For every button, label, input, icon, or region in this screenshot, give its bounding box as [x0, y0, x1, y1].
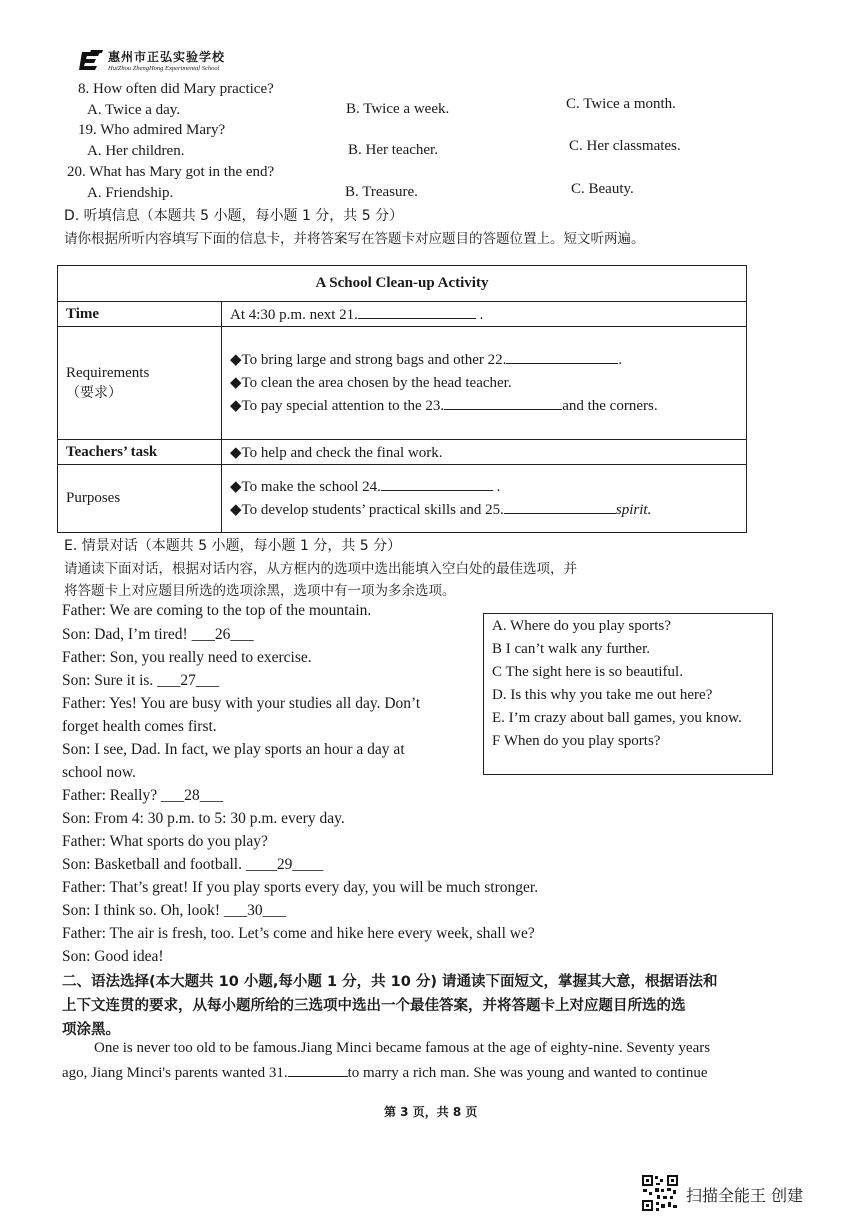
school-emblem-icon — [78, 50, 104, 72]
question-option: C. Her classmates. — [569, 138, 681, 154]
option-b: B I can’t walk any further. — [492, 641, 651, 657]
qr-code-icon — [641, 1174, 679, 1212]
dialogue-line: Father: What sports do you play? — [62, 833, 268, 850]
options-box — [483, 613, 773, 775]
dialogue-line: forget health comes first. — [62, 718, 217, 735]
question-option: C. Twice a month. — [566, 96, 676, 112]
blank-24[interactable] — [381, 477, 493, 491]
question-stem: 19. Who admired Mary? — [78, 122, 226, 138]
dialogue-line: Father: Yes! You are busy with your studies all day. Don’t — [62, 695, 421, 712]
dialogue-line: Father: The air is fresh, too. Let’s come and hike here every week, shall we? — [62, 925, 535, 942]
time-label: Time — [58, 302, 222, 327]
purpose-2-tail: spirit. — [615, 501, 652, 518]
page-number: 第 3 页，共 8 页 — [384, 1105, 478, 1119]
section-2-line-2: 上下文连贯的要求，从每小题所给的三选项中选出一个最佳答案，并将答题卡上对应题目所选的选 — [62, 998, 686, 1014]
question-option: B. Her teacher. — [348, 142, 438, 158]
section-d-heading: D. 听填信息（本题共 5 小题，每小题 1 分，共 5 分） — [64, 208, 404, 224]
question-option: A. Friendship. — [87, 185, 174, 201]
dialogue-line: Father: Really? ___28___ — [62, 787, 223, 804]
dialogue-line: school now. — [62, 764, 136, 781]
time-cell: At 4:30 p.m. next 21. . — [222, 302, 747, 327]
dialogue-line: Son: Basketball and football. ____29____ — [62, 856, 324, 873]
school-logo — [78, 46, 278, 78]
option-e: E. I’m crazy about ball games, you know. — [492, 710, 742, 726]
passage-line-2-start: ago, Jiang Minci's parents wanted 31. — [62, 1065, 288, 1081]
dialogue-line: Son: From 4: 30 p.m. to 5: 30 p.m. every day. — [62, 810, 345, 827]
section-2-line-1: 二、语法选择(本大题共 10 小题,每小题 1 分，共 10 分) 请通读下面短文，掌握其大意，根据语法和 — [62, 974, 718, 990]
question-option: B. Treasure. — [345, 184, 418, 200]
time-value: At 4:30 p.m. next 21. — [230, 306, 358, 323]
blank-31[interactable] — [288, 1063, 348, 1077]
passage-line-1: One is never too old to be famous.Jiang Minci became famous at the age of eighty-nine. Seventy years — [94, 1040, 711, 1056]
teachers-task-value: ◆To help and check the final work. — [222, 440, 747, 465]
dialogue-line: Son: Dad, I’m tired! ___26___ — [62, 626, 254, 643]
section-e-heading: E. 情景对话（本题共 5 小题，每小题 1 分，共 5 分） — [64, 538, 402, 554]
dialogue-line: Son: I see, Dad. In fact, we play sports an hour a day at — [62, 741, 405, 758]
requirements-label: Requirements — [66, 364, 150, 381]
passage-line-2 — [62, 1063, 707, 1082]
purposes-label: Purposes — [58, 465, 222, 533]
teachers-task-label: Teachers’ task — [58, 440, 222, 465]
blank-25[interactable] — [504, 500, 616, 514]
requirement-1: ◆To bring large and strong bags and other 22. — [230, 351, 507, 368]
dialogue-line: Son: Sure it is. ___27___ — [62, 672, 220, 689]
question-option: C. Beauty. — [571, 181, 634, 197]
dialogue-line: Father: Son, you really need to exercise. — [62, 649, 312, 666]
purpose-2: ◆To develop students’ practical skills and 25. — [230, 501, 504, 518]
purpose-1: ◆To make the school 24. — [230, 478, 381, 495]
section-e-instruction-1: 请通读下面对话，根据对话内容，从方框内的选项中选出能填入空白处的最佳选项，并 — [64, 561, 577, 577]
question-option: B. Twice a week. — [346, 101, 450, 117]
info-card-table — [57, 265, 747, 533]
dialogue-line: Son: Good idea! — [62, 948, 164, 965]
requirements-label-cell — [58, 327, 222, 440]
school-name-en: HuiZhou ZhengHong Experimental School — [108, 65, 220, 72]
section-d-instruction: 请你根据所听内容填写下面的信息卡，并将答案写在答题卡对应题目的答题位置上。短文听两遍。 — [64, 231, 645, 247]
dialogue-line: Son: I think so. Oh, look! ___30___ — [62, 902, 286, 919]
option-f: F When do you play sports? — [492, 733, 661, 749]
option-a: A. Where do you play sports? — [492, 618, 671, 634]
question-option: A. Twice a day. — [87, 102, 181, 118]
blank-23[interactable] — [444, 396, 562, 410]
blank-21[interactable] — [358, 305, 476, 319]
scanner-watermark: 扫描全能王 创建 — [686, 1186, 804, 1205]
blank-22[interactable] — [506, 350, 618, 364]
requirements-cell: ◆To bring large and strong bags and other 22. . ◆To clean the area chosen by the head teacher. ◆To pay special attention to the 23. and the corners. — [222, 327, 747, 440]
requirement-3-tail: and the corners. — [562, 397, 658, 414]
dialogue-line: Father: That’s great! If you play sports every day, you will be much stronger. — [62, 879, 539, 896]
option-c: C The sight here is so beautiful. — [492, 664, 683, 680]
dialogue-line: Father: We are coming to the top of the mountain. — [62, 602, 372, 619]
requirement-2: ◆To clean the area chosen by the head teacher. — [230, 374, 512, 391]
question-stem: 8. How often did Mary practice? — [78, 81, 274, 97]
requirement-3: ◆To pay special attention to the 23. — [230, 397, 445, 414]
purposes-cell: ◆To make the school 24. . ◆To develop students’ practical skills and 25. spirit. — [222, 465, 747, 533]
question-stem: 20. What has Mary got in the end? — [67, 164, 275, 180]
requirements-label-cn: （要求） — [66, 384, 122, 401]
table-title: A School Clean-up Activity — [58, 266, 747, 302]
question-option: A. Her children. — [87, 143, 185, 159]
option-d: D. Is this why you take me out here? — [492, 687, 713, 703]
section-2-line-3: 项涂黑。 — [62, 1022, 120, 1038]
section-e-instruction-2: 将答题卡上对应题目所选的选项涂黑，选项中有一项为多余选项。 — [64, 583, 456, 599]
passage-line-2-end: to marry a rich man. She was young and wanted to continue — [347, 1065, 708, 1081]
school-name-cn: 惠州市正弘实验学校 — [108, 50, 226, 64]
